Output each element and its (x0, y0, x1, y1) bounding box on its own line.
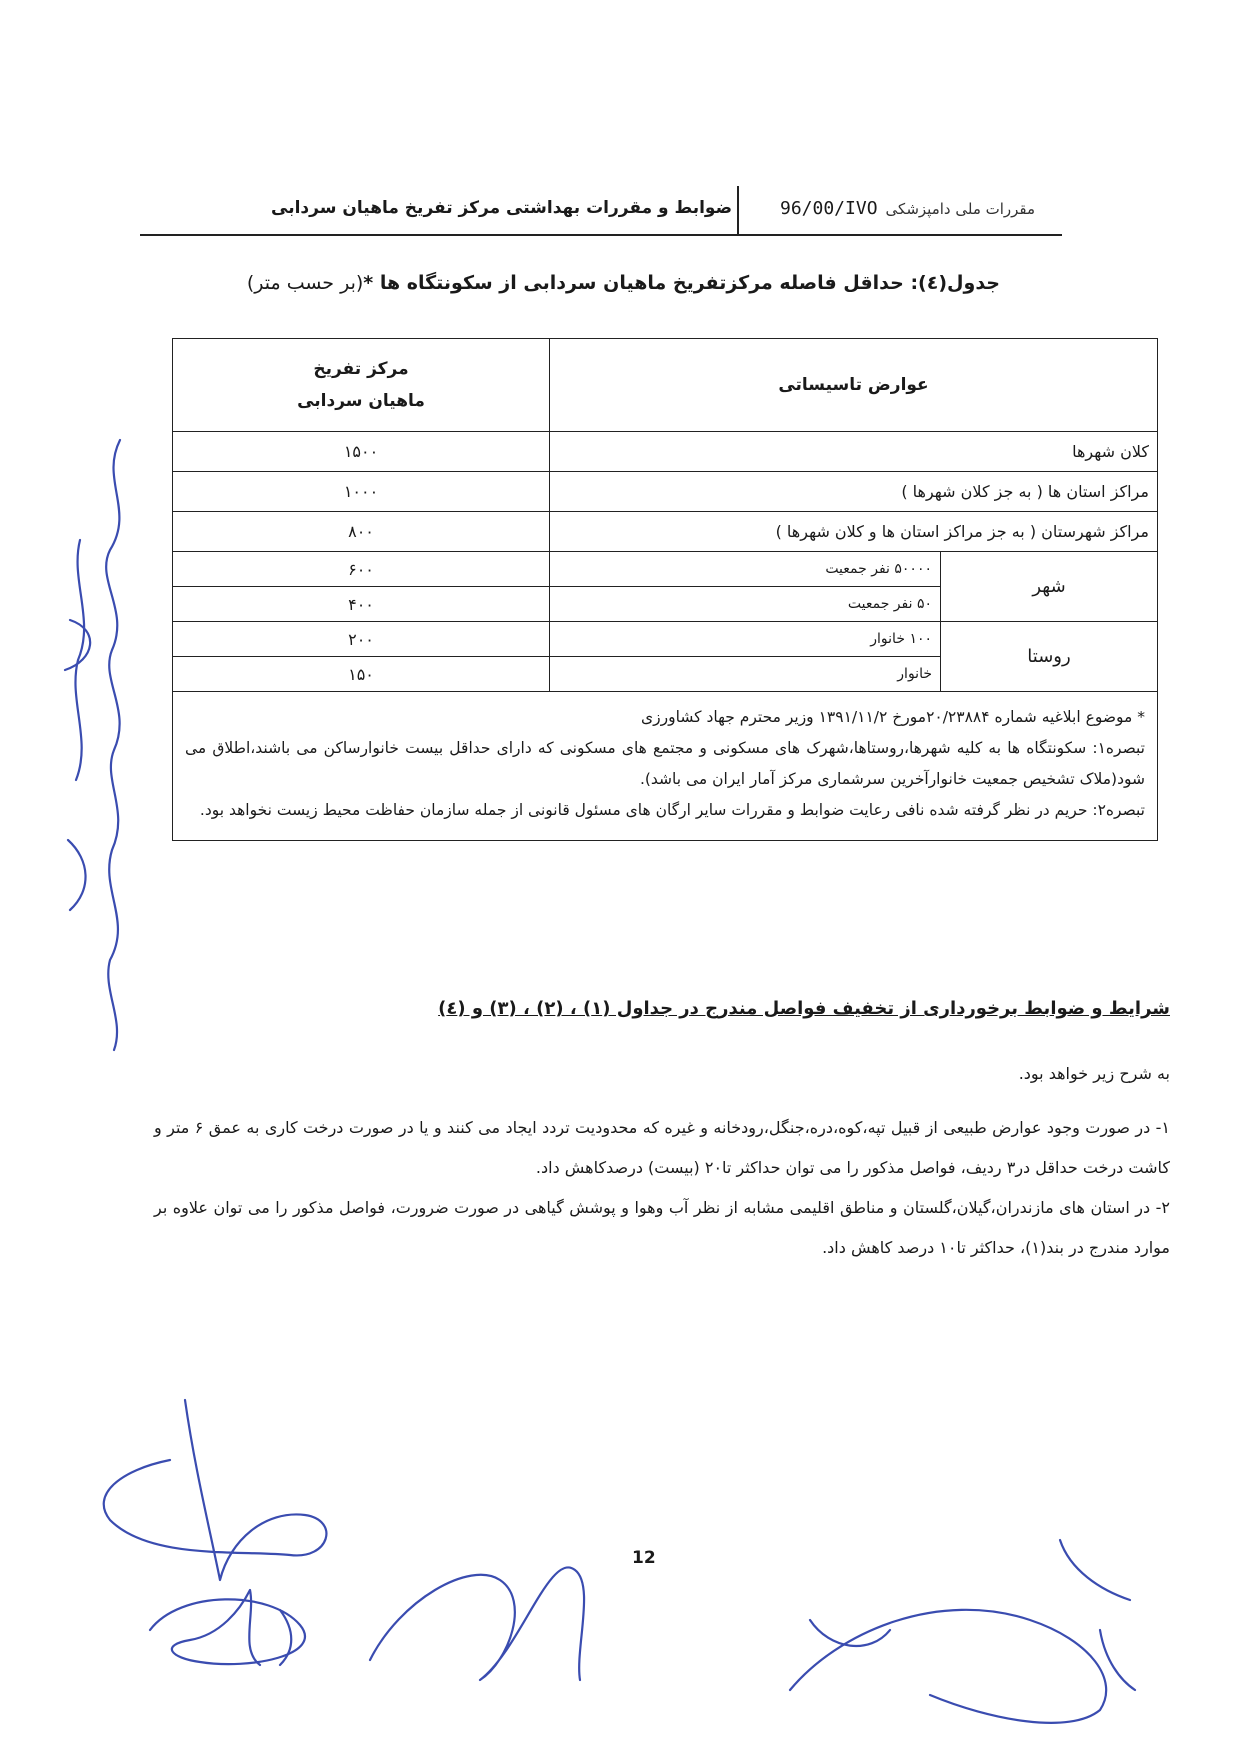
col-header-hatchery-line1: مرکز تفریخ (313, 359, 409, 379)
header-code (780, 198, 1035, 219)
row-value: ۱۵۰۰ (173, 432, 550, 472)
table-notes (173, 692, 1158, 841)
section-title: شرایط و ضوابط برخورداری از تخفیف فواصل مندرج در جداول (۱) ، (۲) ، (۳) و (٤) (438, 998, 1170, 1019)
table-row (173, 432, 1158, 472)
header-code-label: مقررات ملی دامپزشکی (885, 200, 1036, 218)
row-label: مراکز استان ها ( به جز کلان شهرها ) (550, 472, 1158, 512)
table-row (173, 512, 1158, 552)
table-caption-unit: (بر حسب متر) (246, 272, 364, 294)
subrow-label: خانوار (550, 657, 941, 692)
table-caption-main: جدول(٤): حداقل فاصله مرکزتفریخ ماهیان سردابی از سکونتگاه ها * (363, 272, 1000, 294)
distance-table (172, 338, 1158, 841)
signature-1 (90, 1390, 400, 1600)
col-header-facilities: عوارض تاسیساتی (550, 339, 1158, 432)
page-number: 12 (632, 1548, 656, 1568)
group-label-village: روستا (941, 622, 1158, 692)
section-item-1: ۱- در صورت وجود عوارض طبیعی از قبیل تپه،کوه،دره،جنگل،رودخانه و غیره که محدودیت تردد ایجاد می کنند و یا در صورت درخت کاری به عمق ۶ متر و کاشت درخت حداقل در۳ ردیف، فواصل مذکور را می توان حداکثر تا۲۰ (بیست) درصدکاهش داد. (154, 1118, 1171, 1177)
row-value: ۴۰۰ (173, 587, 550, 622)
group-label-city: شهر (941, 552, 1158, 622)
table-row (173, 552, 1158, 587)
table-header-row (173, 339, 1158, 432)
section-intro: به شرح زیر خواهد بود. (1018, 1064, 1170, 1083)
subrow-label: ۵۰ نفر جمعیت (550, 587, 941, 622)
subrow-label: ۱۰۰ خانوار (550, 622, 941, 657)
note-2: تبصره۲: حریم در نظر گرفته شده نافی رعایت ضوابط و مقررات سایر ارگان های مسئول قانونی از جمله سازمان حفاظت محیط زیست نخواهد بود. (199, 801, 1145, 819)
table-caption (247, 272, 1000, 294)
header-rule (140, 234, 1062, 236)
section-item-2: ۲- در استان های مازندران،گیلان،گلستان و مناطق اقلیمی مشابه از نظر آب وهوا و پوشش گیاهی در صورت ضرورت، فواصل مذکور را می توان علاوه بر موارد مندرج در بند(۱)، حداکثر تا۱۰ درصد کاهش داد. (154, 1198, 1170, 1257)
row-value: ۱۵۰ (173, 657, 550, 692)
table-notes-row (173, 692, 1158, 841)
note-1: تبصره۱: سکونتگاه ها به کلیه شهرها،روستاها،شهرک های مسکونی و مجتمع های مسکونی که دارای حداقل بیست خانوارساکن می باشند،اطلاق می شود(ملاک تشخیص جمعیت خانوارآخرین سرشماری مرکز آمار ایران می باشد). (185, 739, 1145, 788)
table-row (173, 472, 1158, 512)
row-value: ۲۰۰ (173, 622, 550, 657)
table-row (173, 622, 1158, 657)
row-value: ۱۰۰۰ (173, 472, 550, 512)
signature-3 (360, 1510, 680, 1710)
margin-handwriting (40, 420, 150, 1060)
header-separator (737, 186, 739, 236)
signature-2 (130, 1570, 370, 1690)
header-title: ضوابط و مقررات بهداشتی مرکز تفریخ ماهیان سردابی (271, 198, 732, 218)
subrow-label: ۵۰۰۰۰ نفر جمعیت (550, 552, 941, 587)
row-value: ۶۰۰ (173, 552, 550, 587)
row-label: مراکز شهرستان ( به جز مراکز استان ها و کلان شهرها ) (550, 512, 1158, 552)
col-header-hatchery (173, 339, 550, 432)
col-header-hatchery-line2: ماهیان سردابی (297, 391, 425, 411)
note-source: * موضوع ابلاغیه شماره ۲۰/۲۳۸۸۴مورخ ۱۳۹۱/۱۱/۲ وزیر محترم جهاد کشاورزی (641, 708, 1145, 726)
row-value: ۸۰۰ (173, 512, 550, 552)
header-code-number: 96/00/IVO (780, 198, 878, 219)
signature-4 (770, 1480, 1150, 1740)
row-label: کلان شهرها (550, 432, 1158, 472)
